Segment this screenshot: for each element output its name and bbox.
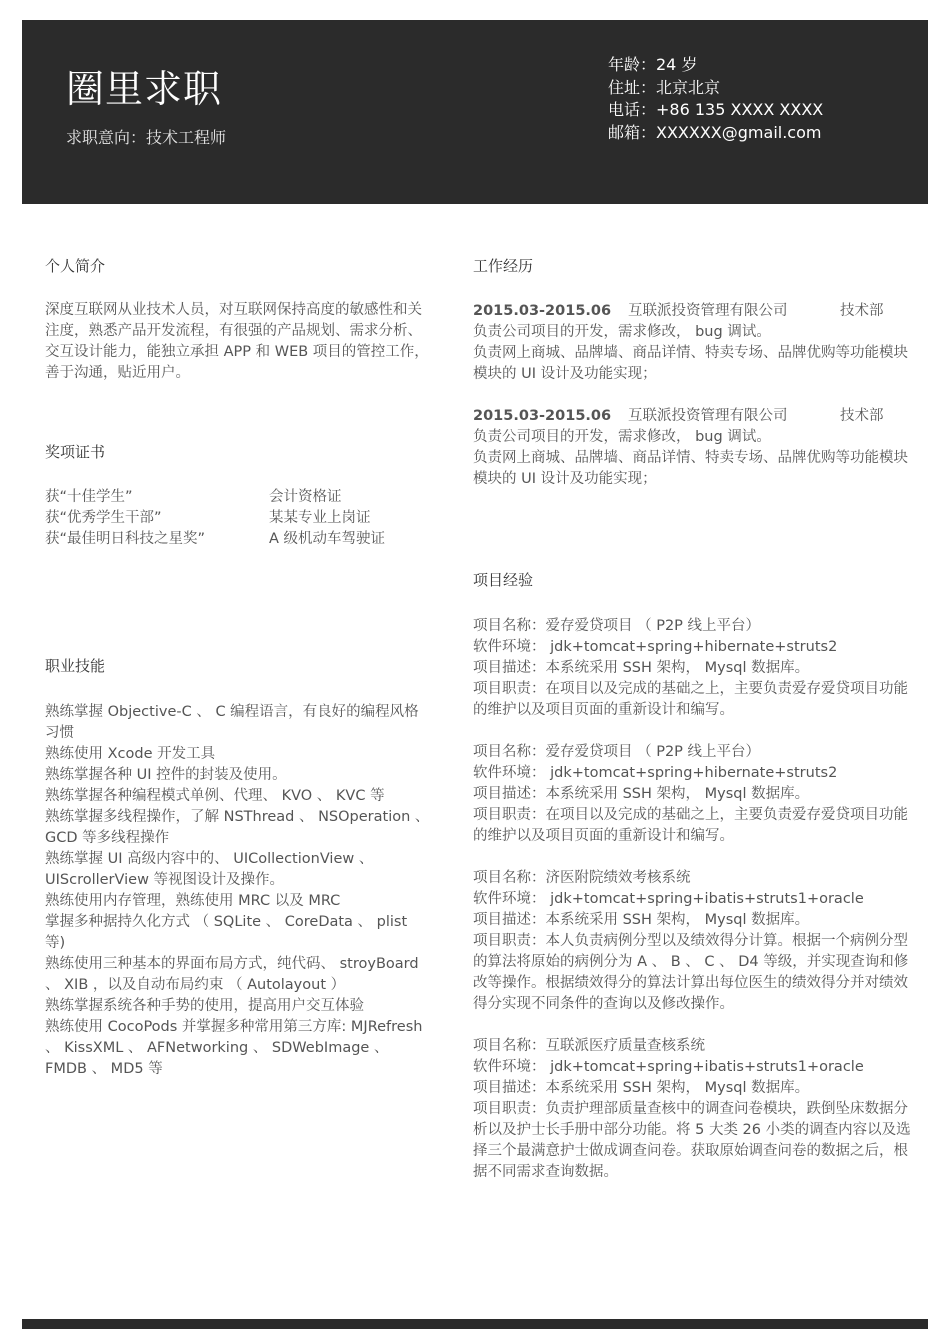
project-entry [473,742,913,847]
job-line: 负责公司项目的开发，需求修改， bug 调试。 [473,324,771,340]
skill-item: 熟练使用内存管理，熟练使用 MRC 以及 MRC [45,893,341,909]
certificate-item: 会计资格证 [269,489,342,505]
skill-item: 熟练掌握 Objective-C 、 C 编程语言，有良好的编程风格习惯 [45,704,419,741]
project-env: 软件环境： jdk+tomcat+spring+hibernate+struts2 [473,639,838,655]
project-desc: 项目描述：本系统采用 SSH 架构， Mysql 数据库。 [473,786,810,802]
skill-item: 熟练使用 Xcode 开发工具 [45,746,216,762]
job-company: 互联派投资管理有限公司 [628,303,788,319]
project-name: 项目名称：互联派医疗质量查核系统 [473,1038,705,1054]
resume-header [22,20,928,204]
project-duty: 项目职责：在项目以及完成的基础之上，主要负责爱存爱贷项目功能的维护以及项目页面的重新设计和编写。 [473,807,908,844]
job-department: 技术部 [840,408,884,424]
job-date: 2015.03-2015.06 [473,408,612,424]
job-line: 负责网上商城、品牌墙、商品详情、特卖专场、品牌优购等功能模块模块的 UI 设计及功能实现； [473,345,908,382]
skills-list [45,702,430,1080]
job-header [473,301,913,322]
skill-item: 掌握多种据持久化方式 （ SQLite 、 CoreData 、 plist 等) [45,914,408,951]
project-env: 软件环境： jdk+tomcat+spring+hibernate+struts2 [473,765,838,781]
projects-title: 项目经验 [473,571,534,589]
candidate-name: 圈里求职 [66,67,223,111]
project-duty: 项目职责：负责护理部质量查核中的调查问卷模块，跌倒坠床数据分析以及护士长手册中部分功能。将 5 大类 26 小类的调查内容以及选择三个最满意护士做成调查问卷。获取原始调查问卷的数据之后，根据不同需求查询数据。 [473,1101,911,1180]
skills-title: 职业技能 [45,657,106,675]
job-header [473,406,913,427]
skill-item: 熟练掌握系统各种手势的使用，提高用户交互体验 [45,998,364,1014]
project-list [473,616,913,1204]
profile-text: 深度互联网从业技术人员，对互联网保持高度的敏感性和关注度，熟悉产品开发流程，有很强的产品规划、需求分析、交互设计能力，能独立承担 APP 和 WEB 项目的管控工作，善于沟通，贴近用户。 [45,302,429,381]
awards-list [45,487,435,550]
project-env: 软件环境： jdk+tomcat+spring+ibatis+struts1+oracle [473,1059,864,1075]
job-date: 2015.03-2015.06 [473,303,612,319]
skill-item: 熟练掌握多线程操作，了解 NSThread 、 NSOperation 、 GCD 等多线程操作 [45,809,430,846]
award-item: 获“优秀学生干部” [45,510,162,526]
project-entry [473,616,913,721]
award-item: 获“最佳明日科技之星奖” [45,531,206,547]
project-duty: 项目职责：本人负责病例分型以及绩效得分计算。根据一个病例分型的算法将原始的病例分为 A 、 B 、 C 、 D4 等级，并实现查询和修改等操作。根据绩效得分的算法计算出每位医生的绩效得分并对绩效得分实现不同条件的查询以及修改操作。 [473,933,909,1012]
skill-item: 熟练使用 CocoPods 并掌握多种常用第三方库: MJRefresh 、 KissXML 、 AFNetworking 、 SDWebImage 、 FMDB 、 MD5 等 [45,1019,423,1077]
project-desc: 项目描述：本系统采用 SSH 架构， Mysql 数据库。 [473,1080,810,1096]
job-intent: 求职意向：技术工程师 [66,128,227,147]
project-name: 项目名称：济医附院绩效考核系统 [473,870,691,886]
award-row [45,508,435,529]
skill-item: 熟练掌握各种 UI 控件的封装及使用。 [45,767,287,783]
job-company: 互联派投资管理有限公司 [628,408,788,424]
job-line: 负责网上商城、品牌墙、商品详情、特卖专场、品牌优购等功能模块模块的 UI 设计及功能实现； [473,450,908,487]
contact-age: 年龄：24 岁 [608,55,698,74]
job-entry [473,406,913,490]
project-desc: 项目描述：本系统采用 SSH 架构， Mysql 数据库。 [473,660,810,676]
profile-title: 个人简介 [45,257,106,275]
contact-info [608,54,823,144]
project-name: 项目名称：爱存爱贷项目 （ P2P 线上平台） [473,618,761,634]
awards-title: 奖项证书 [45,443,106,461]
project-duty: 项目职责：在项目以及完成的基础之上，主要负责爱存爱贷项目功能的维护以及项目页面的重新设计和编写。 [473,681,908,718]
job-department: 技术部 [840,303,884,319]
contact-phone: 电话：+86 135 XXXX XXXX [608,100,824,119]
skill-item: 熟练掌握 UI 高级内容中的、 UICollectionView 、 UIScrollerView 等视图设计及操作。 [45,851,374,888]
contact-email: 邮箱：XXXXXX@gmail.com [608,122,822,142]
project-desc: 项目描述：本系统采用 SSH 架构， Mysql 数据库。 [473,912,810,928]
work-title: 工作经历 [473,257,534,275]
work-list [473,301,913,511]
award-item: 获“十佳学生” [45,489,133,505]
contact-address: 住址：北京北京 [608,77,721,97]
job-line: 负责公司项目的开发，需求修改， bug 调试。 [473,429,771,445]
certificate-item: A 级机动车驾驶证 [269,531,386,547]
project-entry [473,868,913,1015]
project-name: 项目名称：爱存爱贷项目 （ P2P 线上平台） [473,744,761,760]
project-env: 软件环境： jdk+tomcat+spring+ibatis+struts1+oracle [473,891,864,907]
certificate-item: 某某专业上岗证 [269,510,371,526]
award-row [45,487,435,508]
project-entry [473,1036,913,1183]
footer-bar [22,1319,928,1329]
skill-item: 熟练掌握各种编程模式单例、代理、 KVO 、 KVC 等 [45,788,385,804]
award-row [45,529,435,550]
job-entry [473,301,913,385]
skill-item: 熟练使用三种基本的界面布局方式，纯代码、 stroyBoard 、 XIB ，以及自动布局约束 （ Autolayout ） [45,956,419,993]
